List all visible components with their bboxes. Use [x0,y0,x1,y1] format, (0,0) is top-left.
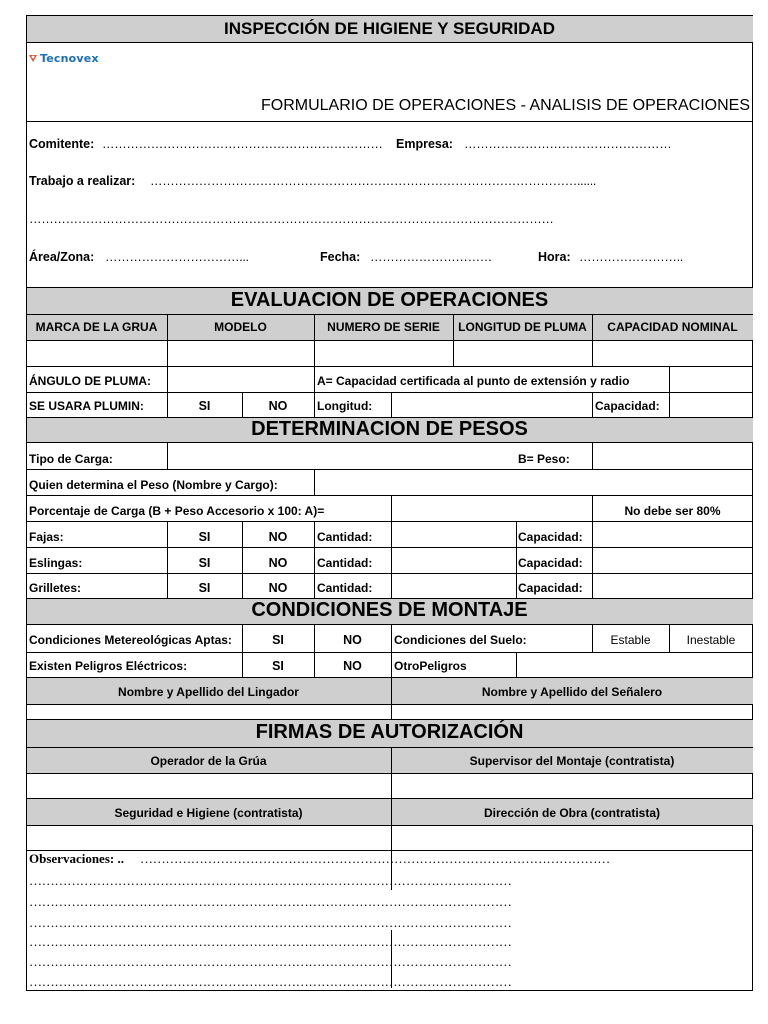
area-label: Área/Zona: [29,250,95,264]
form-title: INSPECCIÓN DE HIGIENE Y SEGURIDAD [224,19,555,38]
porcentaje-label: Porcentaje de Carga (B + Peso Accesorio x 100: A)= [29,504,325,518]
hora-label: Hora: [538,250,571,264]
electricos-label: Existen Peligros Eléctricos: [29,659,188,673]
tecnovex-logo-icon [28,53,38,63]
brand-logo [28,51,99,65]
observaciones-line-4[interactable]: …………………………………………………………………………………………………… [29,915,512,930]
montaje-title: CONDICIONES DE MONTAJE [251,599,528,621]
grilletes-cantidad-label: Cantidad: [317,581,373,595]
eslingas-label: Eslingas: [29,556,83,570]
fajas-label: Fajas: [29,530,64,544]
plumin-si[interactable]: SI [198,399,211,413]
no-debe-label: No debe ser 80% [624,504,721,518]
pesos-title: DETERMINACION DE PESOS [251,418,528,440]
empresa-field[interactable]: …………………………………………… [464,137,672,151]
eslingas-capacidad-label: Capacidad: [518,556,583,570]
col-modelo: MODELO [214,320,267,334]
comitente-field[interactable]: …………………………………………………………… [102,137,383,151]
observaciones-line-5[interactable]: …………………………………………………………………………………………………… [29,934,512,949]
form-subtitle: FORMULARIO DE OPERACIONES - ANALISIS DE OPERACIONES [261,97,750,114]
supervisor-label: Supervisor del Montaje (contratista) [469,754,675,768]
grilletes-capacidad-label: Capacidad: [518,581,583,595]
operador-label: Operador de la Grúa [150,754,267,768]
observaciones-line-7[interactable]: …………………………………………………………………………………………………… [29,974,512,989]
senalero-label: Nombre y Apellido del Señalero [481,685,663,699]
meteo-no[interactable]: NO [343,633,362,647]
b-peso-label: B= Peso: [518,452,570,466]
electricos-no[interactable]: NO [343,659,362,673]
meteo-si[interactable]: SI [272,633,284,647]
eslingas-no[interactable]: NO [268,556,288,570]
fajas-capacidad-label: Capacidad: [518,530,583,544]
plumin-no[interactable]: NO [268,399,288,413]
grilletes-si[interactable]: SI [198,581,211,595]
electricos-si[interactable]: SI [272,659,284,673]
form-frame [26,15,753,991]
col-capacidad: CAPACIDAD NOMINAL [607,320,738,334]
observaciones-line-3[interactable]: …………………………………………………………………………………………………… [29,894,512,909]
col-longitud: LONGITUD DE PLUMA [458,320,587,334]
tipo-carga-label: Tipo de Carga: [29,452,113,466]
trabajo-label: Trabajo a realizar: [29,174,136,188]
longitud-label: Longitud: [317,399,373,413]
trabajo-field-line-2[interactable]: ………………………………………………………………………………………………………………… [29,212,554,226]
brand-name: Tecnovex [40,51,99,65]
capacidad-certificada: A= Capacidad certificada al punto de extensión y radio [317,374,630,388]
fecha-field[interactable]: ………………………… [370,250,493,264]
suelo-inestable[interactable]: Inestable [686,633,736,647]
observaciones-line-1[interactable]: ………………………………………………………………………………………………… [140,851,610,866]
observaciones-line-6[interactable]: …………………………………………………………………………………………………… [29,954,512,969]
suelo-estable[interactable]: Estable [610,633,651,647]
col-serie: NUMERO DE SERIE [327,320,440,334]
angulo-label: ÁNGULO DE PLUMA: [29,374,151,388]
fajas-si[interactable]: SI [198,530,211,544]
observaciones-label: Observaciones: .. [29,851,124,866]
comitente-label: Comitente: [29,137,95,151]
seguridad-label: Seguridad e Higiene (contratista) [114,806,303,820]
plumin-label: SE USARA PLUMIN: [29,399,144,413]
hora-field[interactable]: …………………….. [579,250,683,264]
lingador-label: Nombre y Apellido del Lingador [118,685,299,699]
col-marca: MARCA DE LA GRUA [35,320,158,334]
trabajo-field[interactable]: ……………………………………………………………………………………………...... [150,174,597,188]
area-field[interactable]: ……………………………... [105,250,249,264]
fajas-cantidad-label: Cantidad: [317,530,373,544]
quien-determina-label: Quien determina el Peso (Nombre y Cargo): [29,478,278,492]
capacidad-label: Capacidad: [595,399,660,413]
fecha-label: Fecha: [320,250,361,264]
fajas-no[interactable]: NO [268,530,288,544]
grilletes-no[interactable]: NO [268,581,288,595]
observaciones-line-2[interactable]: …………………………………………………………………………………………………… [29,873,512,888]
otro-peligros-label: OtroPeligros [394,659,467,673]
direccion-label: Dirección de Obra (contratista) [483,806,661,820]
evaluacion-title: EVALUACION DE OPERACIONES [230,289,549,311]
eslingas-si[interactable]: SI [198,556,211,570]
meteo-label: Condiciones Metereológicas Aptas: [29,633,232,647]
grilletes-label: Grilletes: [29,581,82,595]
eslingas-cantidad-label: Cantidad: [317,556,373,570]
empresa-label: Empresa: [396,137,453,151]
firmas-title: FIRMAS DE AUTORIZACIÓN [255,721,524,743]
suelo-label: Condiciones del Suelo: [394,633,527,647]
